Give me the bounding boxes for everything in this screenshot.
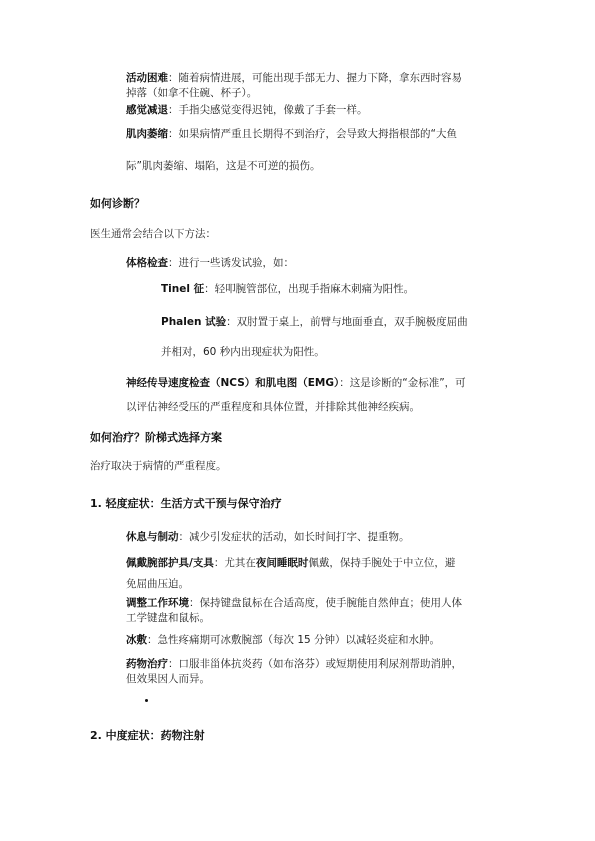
sensation-text: ：手指尖感觉变得迟钝，像戴了手套一样。 <box>168 104 368 116</box>
diagnosis-heading: 如何诊断？ <box>90 197 145 210</box>
activity-label: 活动困难 <box>126 72 168 84</box>
treatment-heading: 如何治疗？阶梯式选择方案 <box>90 431 222 444</box>
workspace-label: 调整工作环境 <box>126 597 189 609</box>
activity-line-2: 掉落（如拿不住碗、杯子）。 <box>126 87 258 99</box>
rest-label: 休息与制动 <box>126 531 179 543</box>
empty-bullet-icon <box>145 699 148 702</box>
muscle-text: ：如果病情严重且长期得不到治疗，会导致大拇指根部的“大鱼 <box>168 128 457 140</box>
moderate-heading: 2. 中度症状：药物注射 <box>90 729 205 742</box>
muscle-line-2: 际”肌肉萎缩、塌陷，这是不可逆的损伤。 <box>126 160 321 172</box>
muscle-label: 肌肉萎缩 <box>126 128 168 140</box>
drug-label: 药物治疗 <box>126 658 168 670</box>
rest-text: ：减少引发症状的活动，如长时间打字、提重物。 <box>178 531 410 543</box>
brace-line-2: 免屈曲压迫。 <box>126 578 189 590</box>
ncs-label: 神经传导速度检查（NCS）和肌电图（EMG） <box>126 377 340 389</box>
phalen-line-1 <box>161 316 468 329</box>
sensation-label: 感觉减退 <box>126 104 168 116</box>
ncs-line-1 <box>126 377 466 390</box>
exam-line <box>126 257 294 270</box>
ice-text: ：急性疼痛期可冰敷腕部（每次 15 分钟）以减轻炎症和水肿。 <box>147 634 441 646</box>
exam-label: 体格检查 <box>126 257 168 269</box>
ncs-line-2: 以评估神经受压的严重程度和具体位置，并排除其他神经疾病。 <box>126 401 420 413</box>
brace-text-b: 佩戴，保持手腕处于中立位，避 <box>308 557 456 569</box>
rest-line <box>126 531 410 544</box>
brace-label: 佩戴腕部护具/支具 <box>126 557 214 569</box>
drug-line-2: 但效果因人而异。 <box>126 673 210 685</box>
ice-label: 冰敷 <box>126 634 147 646</box>
drug-line-1 <box>126 658 462 671</box>
activity-text: ：随着病情进展，可能出现手部无力、握力下降，拿东西时容易 <box>168 72 462 84</box>
brace-line-1 <box>126 557 455 570</box>
phalen-label: Phalen 试验 <box>161 316 227 328</box>
workspace-line-1 <box>126 597 462 610</box>
tinel-line <box>161 283 414 296</box>
tinel-label: Tinel 征 <box>161 283 205 295</box>
workspace-line-2: 工学键盘和鼠标。 <box>126 612 210 624</box>
drug-text: ：口服非甾体抗炎药（如布洛芬）或短期使用利尿剂帮助消肿， <box>168 658 462 670</box>
ncs-text: ：这是诊断的“金标准”，可 <box>339 377 466 389</box>
mild-heading: 1. 轻度症状：生活方式干预与保守治疗 <box>90 497 282 510</box>
tinel-text: ：轻叩腕管部位，出现手指麻木刺痛为阳性。 <box>204 283 415 295</box>
phalen-line-2: 并相对，60 秒内出现症状为阳性。 <box>161 346 325 358</box>
activity-line-1 <box>126 72 462 85</box>
exam-text: ：进行一些诱发试验，如： <box>168 257 294 269</box>
brace-text-a: ：尤其在 <box>213 557 256 569</box>
ice-line <box>126 634 440 647</box>
night-sleep-emphasis: 夜间睡眠时 <box>255 557 309 569</box>
diagnosis-intro: 医生通常会结合以下方法： <box>90 228 216 240</box>
phalen-text: ：双肘置于桌上，前臂与地面垂直，双手腕极度屈曲 <box>226 316 468 328</box>
workspace-text: ：保持键盘鼠标在合适高度，使手腕能自然伸直；使用人体 <box>189 597 462 609</box>
treatment-intro: 治疗取决于病情的严重程度。 <box>90 460 227 472</box>
sensation-line <box>126 104 368 117</box>
muscle-line-1 <box>126 128 457 141</box>
